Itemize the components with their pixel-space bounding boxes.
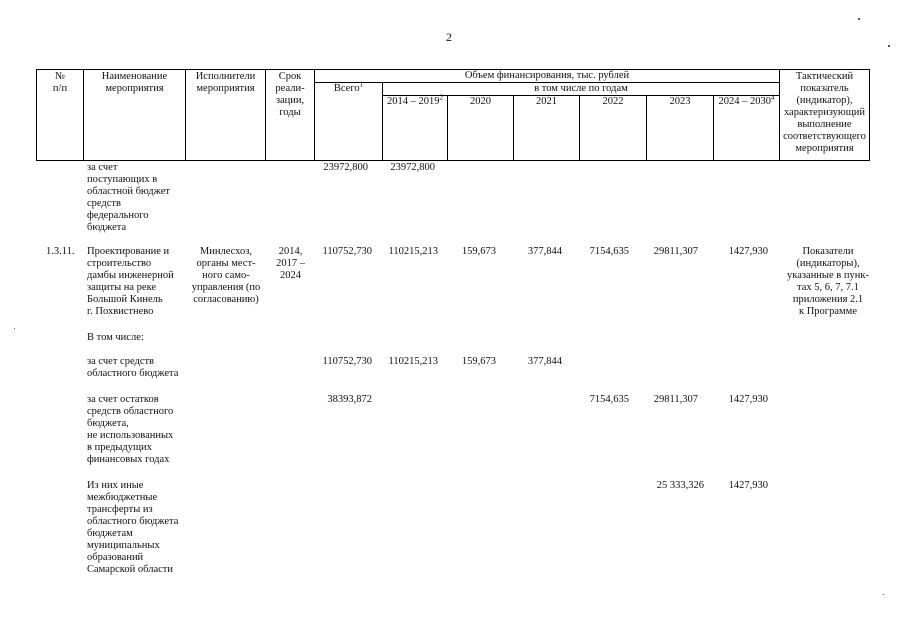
- row-regional-y3: 377,844: [527, 356, 562, 367]
- row-including-label: В том числе:: [87, 332, 144, 343]
- row-remains-y5: 29811,307: [653, 394, 698, 405]
- row-main-term: 2014, 2017 – 2024: [276, 246, 305, 281]
- row-main-y6: 1427,930: [728, 246, 768, 257]
- table-border-line: [36, 160, 37, 161]
- row-main-y4: 7154,635: [589, 246, 629, 257]
- header-indicator: Тактический показатель (индикатор), характеризующий выполнение соответствующего мероприятия: [780, 70, 870, 161]
- row-remains-y6: 1427,930: [728, 394, 768, 405]
- row-main-y1: 110215,213: [388, 246, 438, 257]
- scan-speck: [888, 45, 890, 47]
- header-table: [36, 69, 870, 161]
- row-main-y3: 377,844: [527, 246, 562, 257]
- header-year-5: 2023: [647, 96, 714, 161]
- header-year-4: 2022: [580, 96, 647, 161]
- row-main-num: 1.3.11.: [46, 246, 75, 257]
- row-regional-name: за счет средств областного бюджета: [87, 356, 179, 379]
- header-funding: Объем финансирования, тыс. рублей: [315, 70, 780, 83]
- header-name: Наименование мероприятия: [84, 70, 186, 161]
- row-remains-y4: 7154,635: [589, 394, 629, 405]
- row-main-y5: 29811,307: [653, 246, 698, 257]
- page-number: 2: [446, 30, 452, 44]
- row-main-indicator: Показатели (индикаторы), указанные в пунк- тах 5, 6, 7, 7.1 приложения 2.1 к Программе: [787, 246, 869, 317]
- row-main-y2: 159,673: [461, 246, 496, 257]
- scan-speck: [858, 18, 860, 20]
- header-total: Всего$^1$: [315, 83, 383, 161]
- row-regional-y2: 159,673: [461, 356, 496, 367]
- row-main-name: Проектирование и строительство дамбы инженерной защиты на реке Большой Кинель г. Похвистнево: [87, 246, 174, 317]
- header-year-2: 2020: [448, 96, 514, 161]
- row-transfers-y5: 25 333,326: [656, 480, 704, 491]
- header-year-6: 2024 – 2030$^4$: [714, 96, 780, 161]
- header-term: Срок реали- зации, годы: [266, 70, 315, 161]
- scan-speck: [883, 594, 884, 595]
- scan-speck: [14, 328, 15, 329]
- header-num: № п/п: [37, 70, 84, 161]
- header-executors: Исполнители мероприятия: [186, 70, 266, 161]
- row-remains-name: за счет остатков средств областного бюджета, не использованных в предыдущих финансовых годах: [87, 394, 174, 465]
- header-year-3: 2021: [514, 96, 580, 161]
- row-transfers-y6: 1427,930: [728, 480, 768, 491]
- row-transfers-name: Из них иные межбюджетные трансферты из областного бюджета бюджетам муниципальных образований Самарской области: [87, 480, 179, 575]
- row-fed-y1: 23972,800: [390, 162, 435, 173]
- row-remains-total: 38393,872: [327, 394, 372, 405]
- header-by-years: в том числе по годам: [383, 83, 780, 96]
- row-fed-name: за счет поступающих в областной бюджет средств федерального бюджета: [87, 162, 170, 233]
- row-main-total: 110752,730: [322, 246, 372, 257]
- row-regional-y1: 110215,213: [388, 356, 438, 367]
- row-fed-total: 23972,800: [323, 162, 368, 173]
- row-regional-total: 110752,730: [322, 356, 372, 367]
- header-year-1: 2014 – 2019$^2$: [383, 96, 448, 161]
- row-main-executors: Минлесхоз, органы мест- ного само- управления (по согласованию): [191, 246, 261, 305]
